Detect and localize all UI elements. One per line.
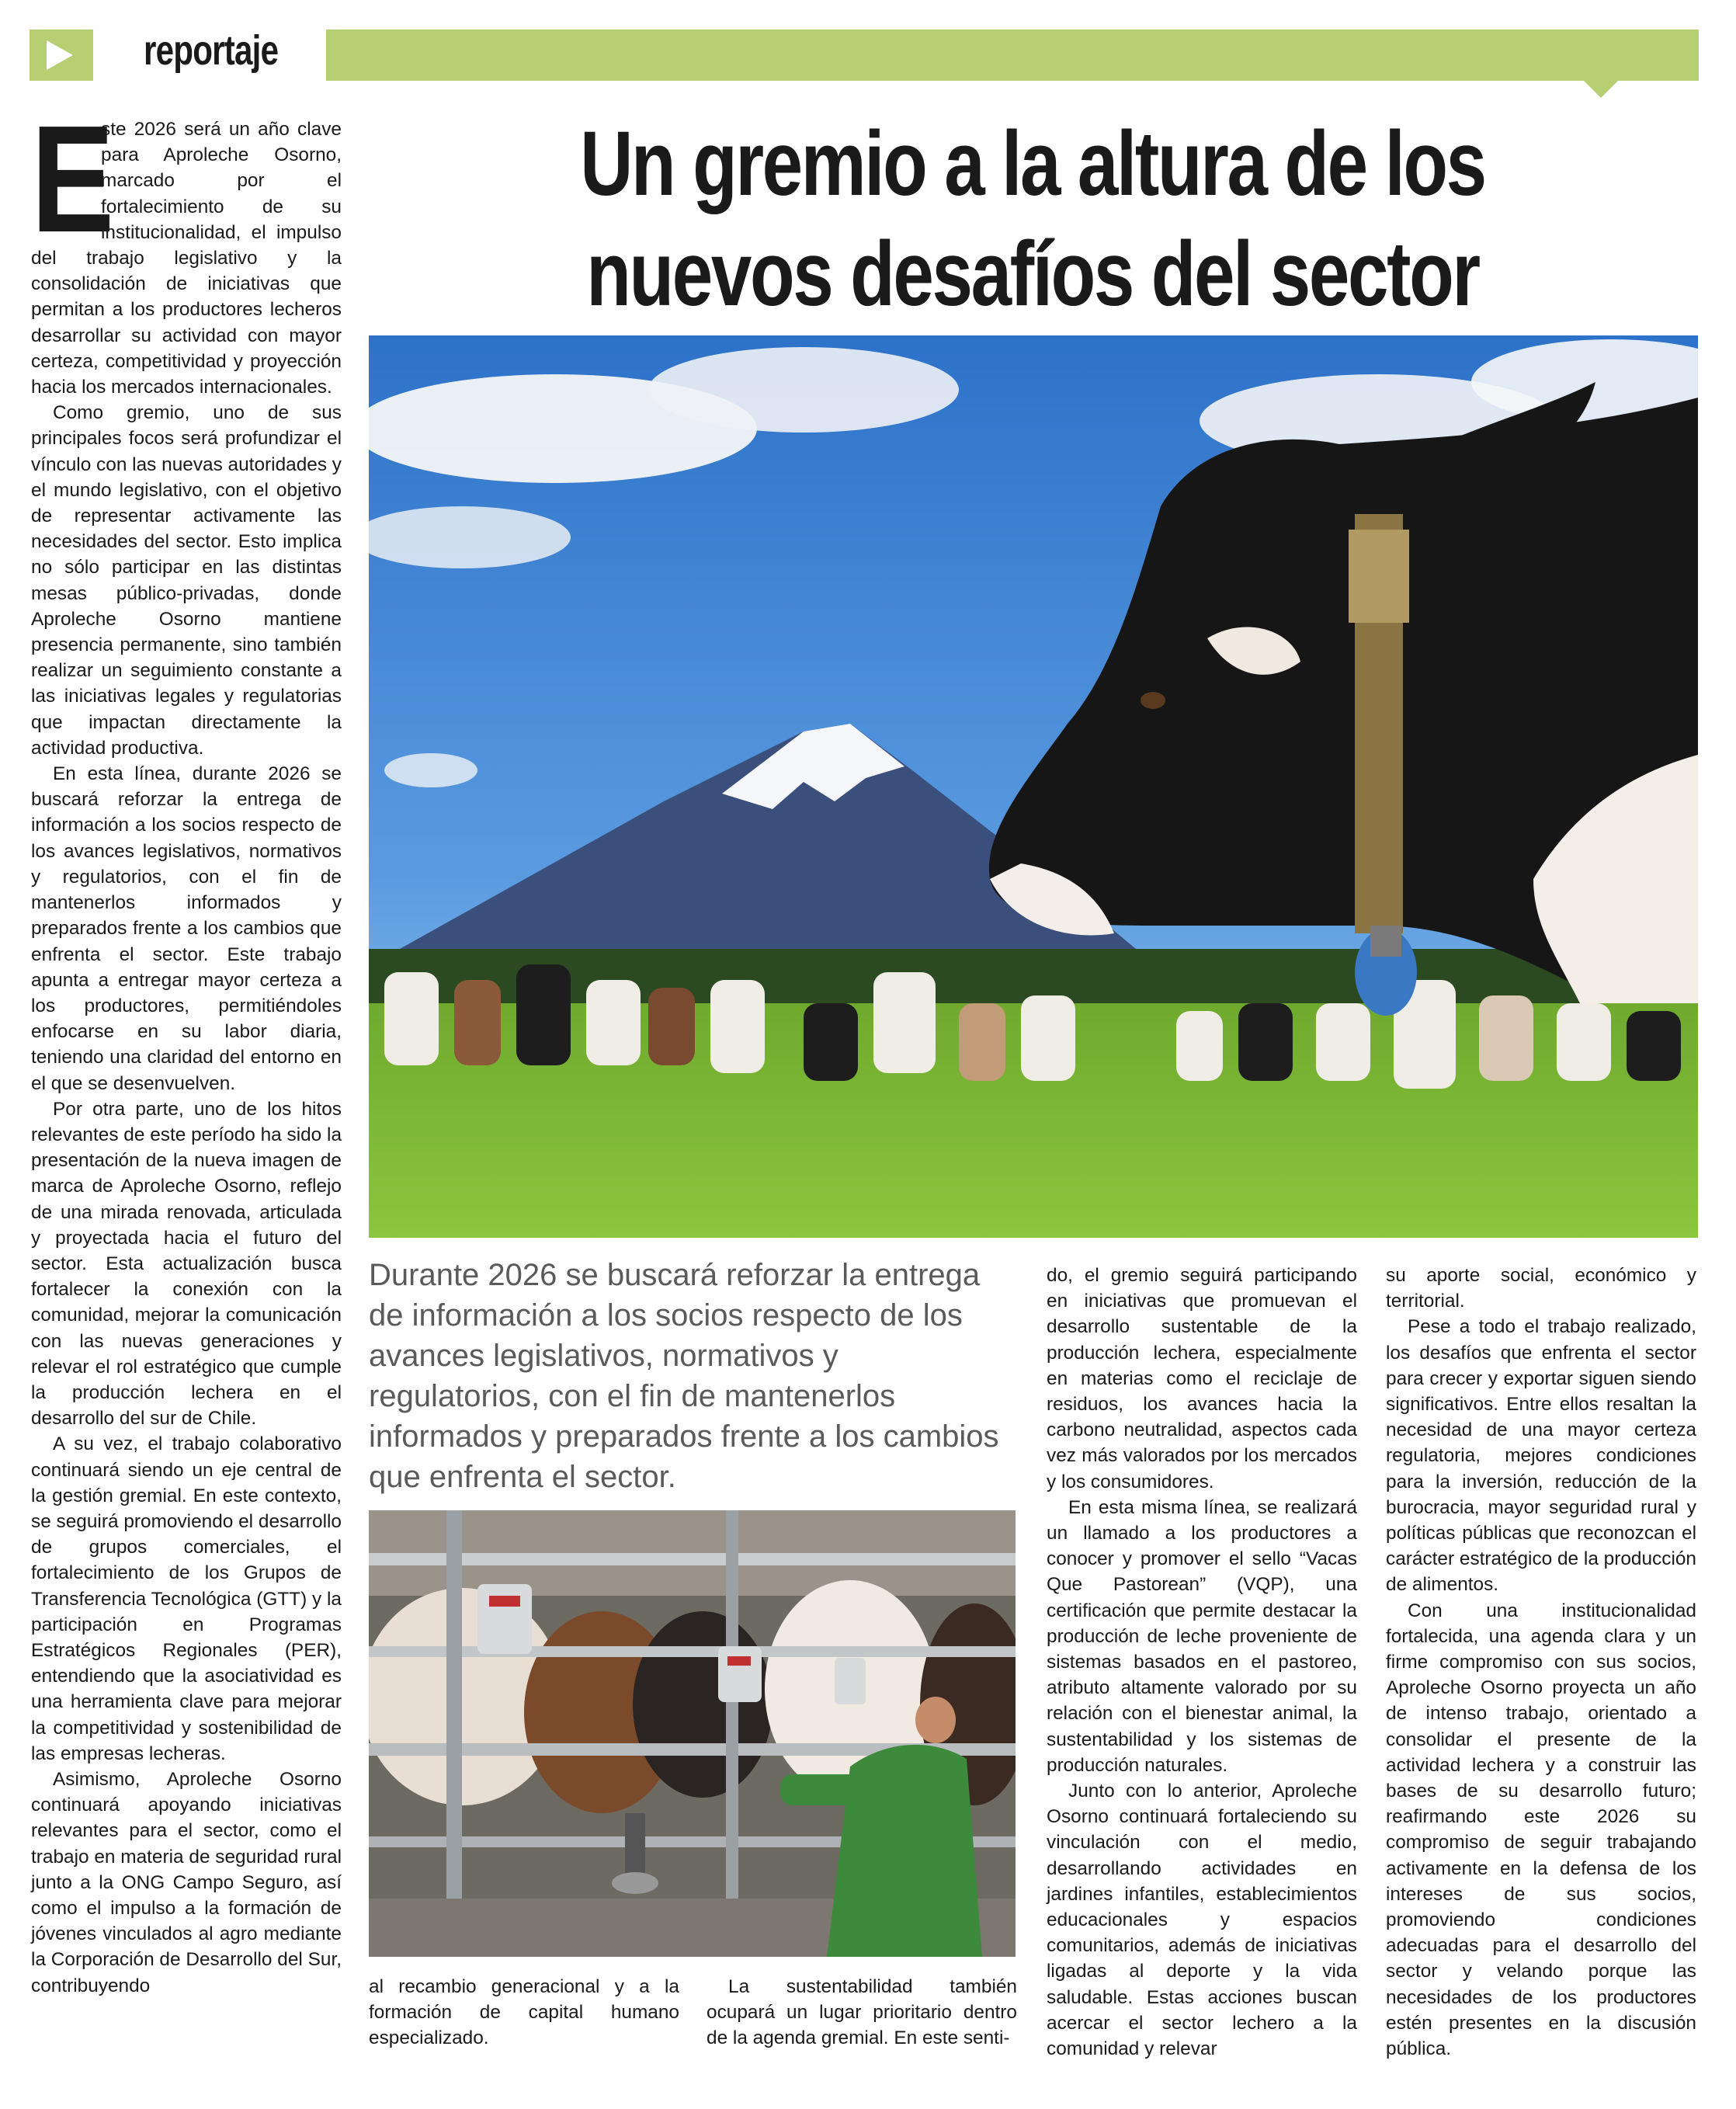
column-1 — [31, 94, 342, 1999]
photo-milking-parlor — [369, 1510, 1016, 1957]
paragraph: Asimismo, Aproleche Osorno continuará apoyando iniciativas relevantes para el sector, como el trabajo en materia de seguridad rural junto a la ONG Campo Seguro, así como el impulso a la formación de jóvenes vinculados al agro mediante la Corporación de Desarrollo del Sur, contribuyendo — [31, 1769, 342, 1996]
paragraph: al recambio generacional y a la formación de capital humano especializado. — [369, 1976, 679, 2049]
band-notch — [1584, 81, 1618, 98]
paragraph: En esta línea, durante 2026 se buscará reforzar la entrega de información a los socios respecto de los avances legislativos, normativos y regulatorios, con el fin de mantenerlos informados y preparados frente a los cambios que enfrenta el sector. Este trabajo apunta a entregar mayor certeza a los productores, permitiéndoles enfocarse en su labor diaria, teniendo una claridad del entorno en el que se desenvuelven. — [31, 763, 342, 1094]
column-3 — [707, 1974, 1017, 2052]
paragraph: Junto con lo anterior, Aproleche Osorno continuará fortaleciendo su vinculación con el medio, desarrollando actividades en jardines infantiles, establecimientos educacionales y espacios comunitarios, además de iniciativas ligadas al deporte y la vida saludable. Estas acciones buscan acercar el sector lechero a la comunidad y relevar — [1047, 1781, 1357, 2060]
paragraph: La sustentabilidad también ocupará un lugar prioritario dentro de la agenda gremial. En este senti- — [707, 1976, 1017, 2049]
paragraph: Por otra parte, uno de los hitos relevantes de este período ha sido la presentación de la nueva imagen de marca de Aproleche Osorno, reflejo de una mirada renovada, articulada y proyectada hacia el futuro del sector. Esta actualización busca fortalecer la conexión con la comunidad, mejorar la comunicación con las nuevas generaciones y relevar el rol estratégico que cumple la producción lechera en el desarrollo del sur de Chile. — [31, 1098, 342, 1430]
column-2 — [369, 1974, 679, 2052]
paragraph: Pese a todo el trabajo realizado, los desafíos que enfrenta el sector para crecer y exportar siguen siendo significativos. Entre ellos resaltan la necesidad de una mayor certeza regulatoria, mejores condiciones para la inversión, reducción de la burocracia, mayor seguridad rural y políticas públicas que reconozcan el carácter estratégico de la producción de alimentos. — [1386, 1316, 1696, 1596]
paragraph: Como gremio, uno de sus principales focos será profundizar el vínculo con las nuevas autoridades y el mundo legislativo, con el objetivo de representar activamente las necesidades del sector. Esto implica no sólo participar en las distintas mesas público-privadas, donde Aproleche Osorno mantiene presencia permanente, sino también realizar un seguimiento constante a las iniciativas legales y regulatorias que impactan directamente la actividad productiva. — [31, 402, 342, 759]
paragraph: Con una institucionalidad fortalecida, una agenda clara y un firme compromiso con sus socios, Aproleche Osorno proyecta un año de intenso trabajo, orientado a consolidar el presente de la actividad lechera y a construir las bases de su desarrollo futuro; reafirmando este 2026 su compromiso de seguir trabajando activamente en la defensa de los intereses de sus socios, promoviendo condiciones adecuadas para el desarrollo del sector y velando porque las necesidades de los productores estén presentes en la discusión pública. — [1386, 1600, 1696, 2060]
section-label: reportaje — [144, 27, 279, 74]
section-band — [326, 30, 1699, 81]
paragraph: do, el gremio seguirá participando en iniciativas que promuevan el desarrollo sustentable de la producción lechera, especialmente en materias como el reciclaje de residuos, los avances hacia la carbono neutralidad, aspectos cada vez más valorados por los mercados y los consumidores. — [1047, 1265, 1357, 1492]
paragraph: su aporte social, económico y territorial. — [1386, 1265, 1696, 1312]
drop-cap: E — [31, 94, 115, 264]
headline: Un gremio a la altura de los nuevos desafíos del sector — [580, 113, 1485, 325]
paragraph: A su vez, el trabajo colaborativo continuará siendo un eje central de la gestión gremial. En este contexto, se seguirá promoviendo el desarrollo de grupos comerciales, el fortalecimiento de los Grupos de Transferencia Tecnológica (GTT) y la participación en Programas Estratégicos Regionales (PER), entendiendo que la asociatividad es una herramienta clave para mejorar la competitividad y sostenibilidad de las empresas lecheras. — [31, 1433, 342, 1764]
pull-quote: Durante 2026 se buscará reforzar la entrega de información a los socios respecto de los avances legislativos, normativos y regulatorios, con el fin de mantenerlos informados y preparados frente a los cambios que enfrenta el sector. — [369, 1258, 999, 1494]
column-4 — [1047, 1263, 1357, 2062]
play-arrow-icon — [47, 40, 73, 70]
photo-volcano-cows — [369, 335, 1698, 1238]
paragraph: ste 2026 será un año clave para Aproleche Osorno, marcado por el fortalecimiento de su institucionalidad, el impulso del trabajo legislativo y la consolidación de iniciativas que permitan a los productores lecheros desarrollar su actividad con mayor certeza, competitividad y proyección hacia los mercados internacionales. — [31, 119, 342, 398]
column-5 — [1386, 1263, 1696, 2062]
paragraph: En esta misma línea, se realizará un llamado a los productores a conocer y promover el sello “Vacas Que Pastorean” (VQP), una certificación que permite destacar la producción de leche proveniente de sistemas basados en el pastoreo, atributo altamente valorado por su relación con el bienestar animal, la sustentabilidad y los sistemas de producción naturales. — [1047, 1496, 1357, 1776]
